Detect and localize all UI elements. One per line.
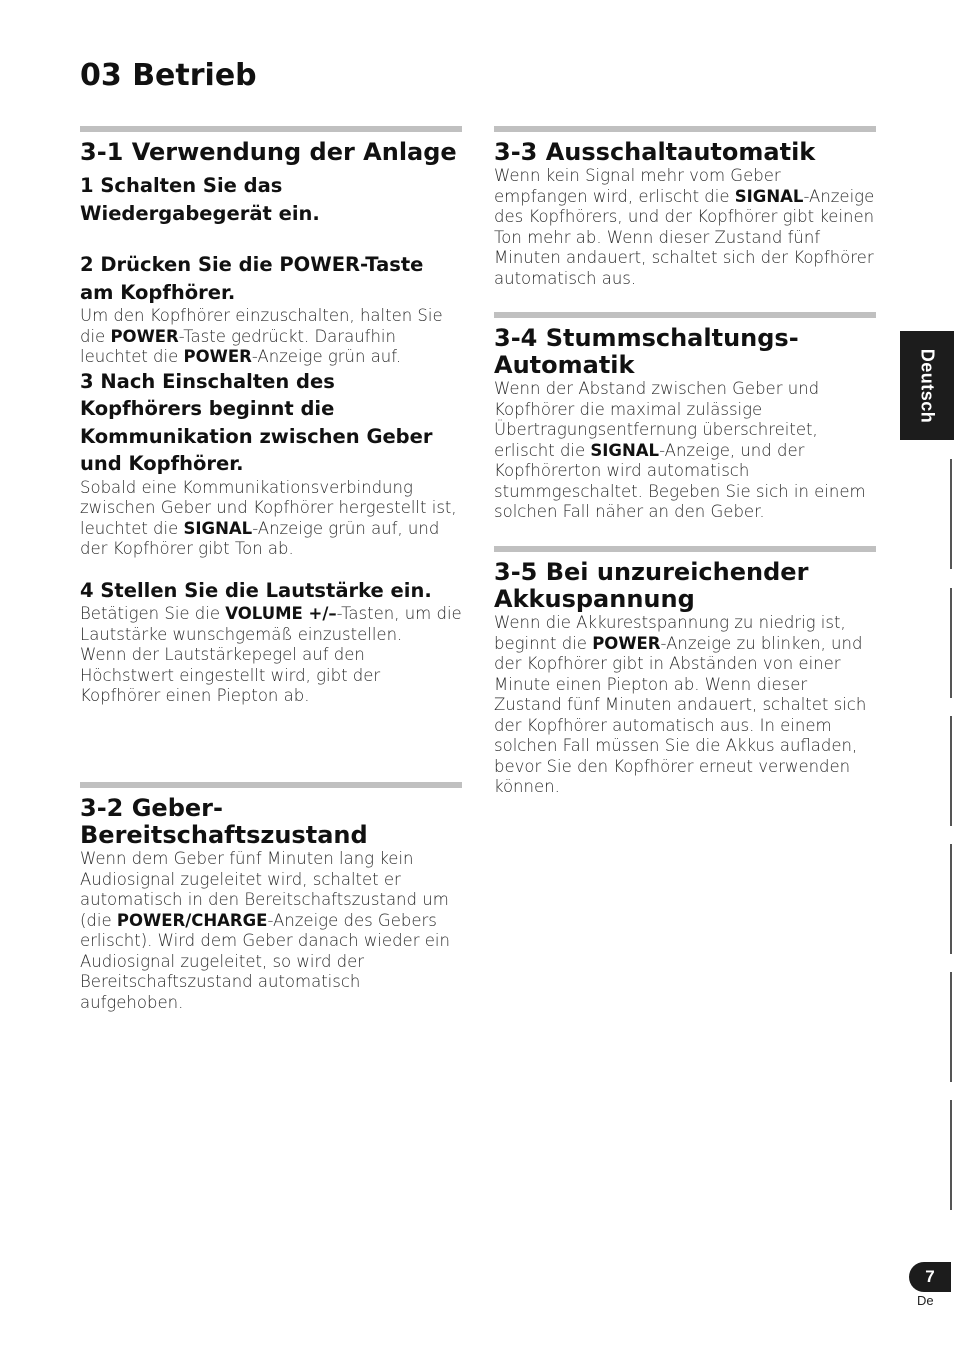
edge-marker (950, 459, 952, 569)
step-1-heading: 1 Schalten Sie das Wiedergabegerät ein. (80, 174, 320, 225)
step-2-heading: 2 Drücken Sie die POWER-Taste am Kopfhörer. (80, 253, 424, 304)
section-3-4-title: 3-4 Stummschaltungs-Automatik (494, 324, 799, 379)
step-4-note: Wenn der Lautstärkepegel auf den Höchstwert eingestellt wird, gibt der Kopfhörer einen Piepton ab. (80, 645, 381, 705)
section-3-3-title: 3-3 Ausschaltautomatik (494, 138, 816, 166)
page-language-code: De (917, 1293, 934, 1308)
language-tab-label: Deutsch (917, 348, 938, 423)
section-divider (494, 312, 876, 318)
left-column-lower (80, 782, 462, 1013)
right-column-3-3 (494, 126, 876, 289)
edge-marker (950, 1100, 952, 1210)
left-column (80, 126, 462, 707)
section-3-4-text: Wenn der Abstand zwischen Geber und Kopfhörer die maximal zulässige Übertragungsentfernung überschreitet, erlischt die SIGNAL-Anzeige, und der Kopfhörerton wird automatisch stummgeschaltet. Begeben Sie sich in einem solchen Fall näher an den Geber. (494, 379, 866, 521)
edge-marker (950, 972, 952, 1082)
language-tab (900, 331, 954, 440)
step-3-heading: 3 Nach Einschalten des Kopfhörers beginnt die Kommunikation zwischen Geber und Kopfhörer. (80, 369, 433, 475)
edge-marker (950, 716, 952, 826)
section-3-1-title: 3-1 Verwendung der Anlage (80, 138, 457, 166)
step-3-text: Sobald eine Kommunikationsverbindung zwischen Geber und Kopfhörer hergestellt ist, leuchtet die SIGNAL-Anzeige grün auf, und der Kopfhörer gibt Ton ab. (80, 477, 457, 558)
section-divider (494, 546, 876, 552)
chapter-title: 03 Betrieb (80, 58, 257, 93)
section-divider (80, 126, 462, 132)
step-4-text: Betätigen Sie die VOLUME +/–-Tasten, um die Lautstärke wunschgemäß einzustellen. (80, 604, 462, 644)
edge-marker (950, 588, 952, 698)
section-3-2-title: 3-2 Geber-Bereitschaftszustand (80, 794, 368, 849)
right-column-3-5 (494, 546, 876, 798)
section-3-5-title: 3-5 Bei unzureichender Akkuspannung (494, 558, 809, 613)
right-column-3-4 (494, 312, 876, 523)
section-3-2-text: Wenn dem Geber fünf Minuten lang kein Audiosignal zugeleitet wird, schaltet er automatisch in den Bereitschaftszustand um (die POWER/CHARGE-Anzeige des Gebers erlischt). Wird dem Geber danach wieder ein Audiosignal zugeleitet, so wird der Bereitschaftszustand automatisch aufgehoben. (80, 849, 450, 1012)
section-divider (494, 126, 876, 132)
step-4-heading: 4 Stellen Sie die Lautstärke ein. (80, 578, 432, 602)
section-3-5-text: Wenn die Akkurestspannung zu niedrig ist, beginnt die POWER-Anzeige zu blinken, und der Kopfhörer gibt in Abständen von einer Minute einen Piepton ab. Wenn dieser Zustand fünf Minuten andauert, schaltet sich der Kopfhörer automatisch aus. In einem solchen Fall müssen Sie die Akkus aufladen, bevor Sie den Kopfhörer erneut verwenden können. (494, 613, 867, 796)
step-2-text: Um den Kopfhörer einzuschalten, halten Sie die POWER-Taste gedrückt. Daraufhin leuchtet die POWER-Anzeige grün auf. (80, 306, 443, 366)
section-divider (80, 782, 462, 788)
page-number: 7 (909, 1262, 951, 1292)
section-3-3-text: Wenn kein Signal mehr vom Geber empfangen wird, erlischt die SIGNAL-Anzeige des Kopfhörers, und der Kopfhörer gibt keinen Ton mehr ab. Wenn dieser Zustand fünf Minuten andauert, schaltet sich der Kopfhörer automatisch aus. (494, 166, 875, 288)
edge-marker (950, 844, 952, 954)
